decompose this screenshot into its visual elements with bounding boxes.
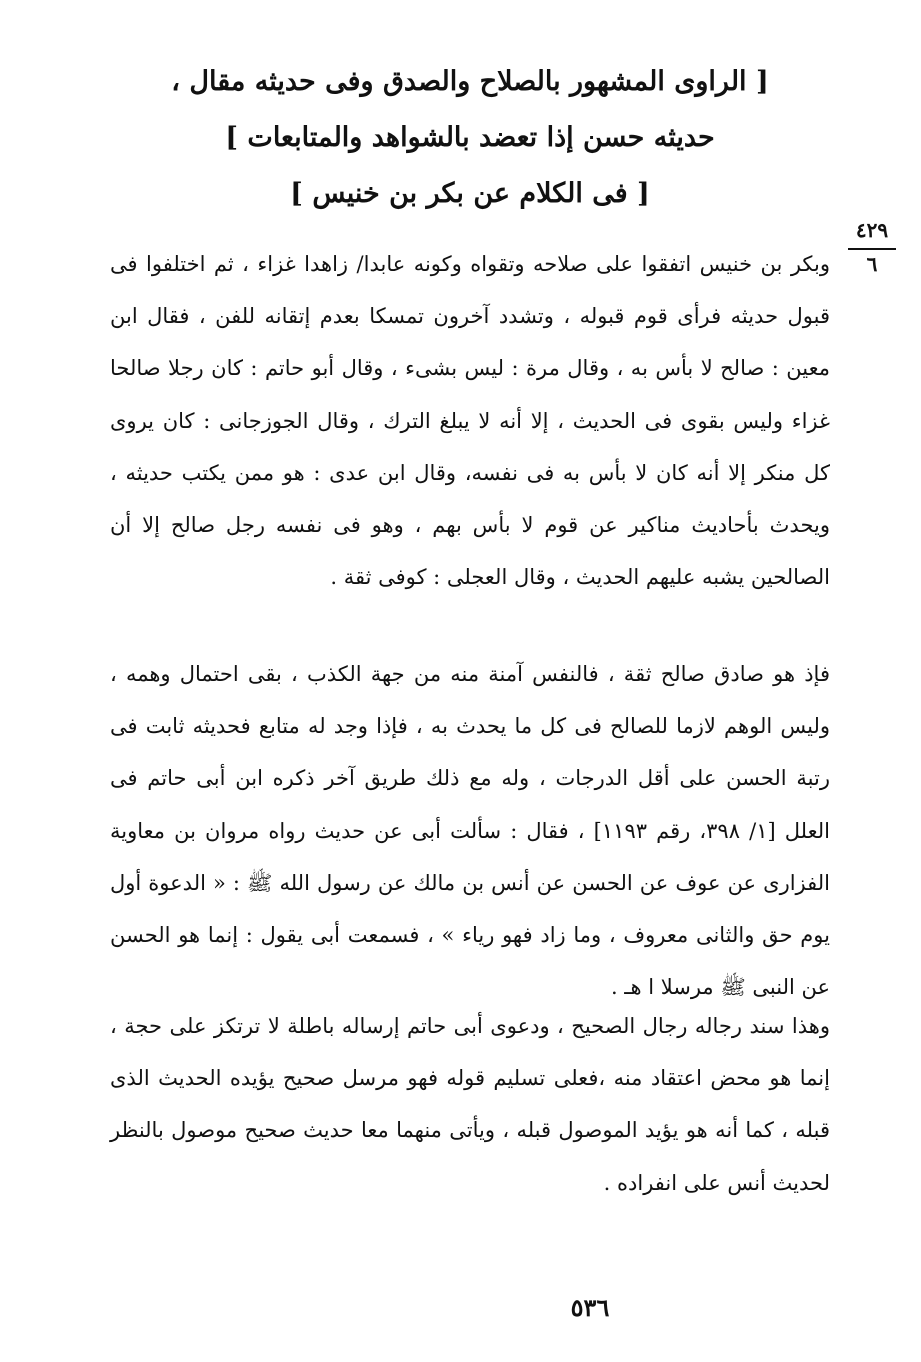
- paragraph-3: وهذا سند رجاله رجال الصحيح ، ودعوى أبى حاتم إرساله باطلة لا ترتكز على حجة ، إنما هو محض اعتقاد منه ،فعلى تسليم قوله فهو مرسل صحيح يؤيده الحديث الذى قبله ، كما أنه هو يؤيد الموصول قبله ، ويأتى منهما معا حديث صحيح موصول بالنظر لحديث أنس على انفراده .: [110, 1014, 830, 1195]
- page-number: ٥٣٦: [570, 1293, 610, 1322]
- margin-reference-top: ٤٢٩: [855, 218, 889, 242]
- paragraph-2: فإذ هو صادق صالح ثقة ، فالنفس آمنة منه من جهة الكذب ، بقى احتمال وهمه ، وليس الوهم لازما للصالح فى كل ما يحدث به ، فإذا وجد له متابع فحديثه ثابت فى رتبة الحسن على أقل الدرجات ، وله مع ذلك طريق آخر ذكره ابن أبى حاتم فى العلل [١/ ٣٩٨، رقم ١١٩٣] ، فقال : سألت أبى عن حديث رواه مروان بن معاوية الفزارى عن عوف عن الحسن عن أنس بن مالك عن رسول الله ﷺ : « الدعوة أول يوم حق والثانى معروف ، وما زاد فهو رياء » ، فسمعت أبى يقول : إنما هو الحسن عن النبى ﷺ مرسلا ا هـ .: [110, 662, 830, 1000]
- paragraph-1: وبكر بن خنيس اتفقوا على صلاحه وتقواه وكونه عابدا/ زاهدا غزاء ، ثم اختلفوا فى قبول حديثه فرأى قوم قبوله ، وتشدد آخرون تمسكا بعدم إتقانه للفن ، فقال ابن معين : صالح لا بأس به ، وقال مرة : ليس بشىء ، وقال أبو حاتم : كان رجلا صالحا غزاء وليس بقوى فى الحديث ، إلا أنه لا يبلغ الترك ، وقال الجوزجانى : كان يروى كل منكر إلا أنه كان لا بأس به فى نفسه، وقال ابن عدى : هو ممن يكتب حديثه ، ويحدث بأحاديث مناكير عن قوم لا بأس بهم ، وهو فى نفسه رجل صالح إلا أن الصالحين يشبه عليهم الحديث ، وقال العجلى : كوفى ثقة .: [110, 252, 830, 590]
- margin-page-reference: [848, 218, 896, 276]
- margin-reference-divider: [848, 248, 896, 250]
- heading-line-3: [ فى الكلام عن بكر بن خنيس ]: [290, 178, 650, 209]
- heading-line-2: حديثه حسن إذا تعضد بالشواهد والمتابعات ]: [225, 122, 715, 153]
- margin-reference-bottom: ٦: [866, 252, 878, 276]
- heading-line-1: [ الراوى المشهور بالصلاح والصدق وفى حديثه مقال ،: [171, 66, 769, 97]
